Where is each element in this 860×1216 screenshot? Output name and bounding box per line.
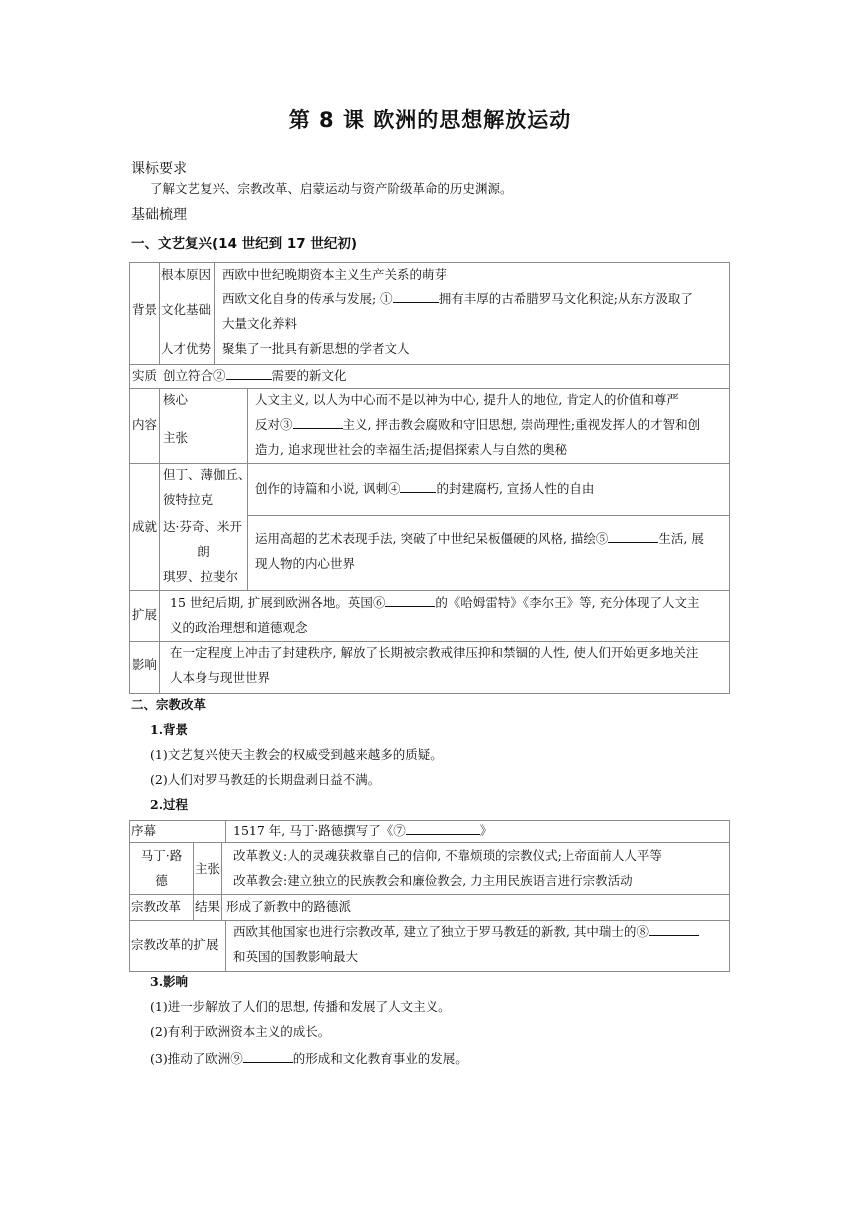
s2-ext-label: 宗教改革的扩展 <box>131 937 219 952</box>
s2-claim-1: 改革教义:人的灵魂获救靠自己的信仰, 不靠烦琐的宗教仪式;上帝面前人人平等 <box>233 848 662 863</box>
ach-art-line1: 运用高超的艺术表现手法, 突破了中世纪呆板僵硬的风格, 描绘⑤ 生活, 展 <box>255 531 704 546</box>
content-label: 内容 <box>131 417 157 432</box>
s2-impact-heading: 3.影响 <box>150 974 189 989</box>
ach-names-2: 彼特拉克 <box>163 492 214 507</box>
luther-label-2: 德 <box>155 873 168 888</box>
s2-ext-line1: 西欧其他国家也进行宗教改革, 建立了独立于罗马教廷的新教, 其中瑞士的⑧ <box>233 919 699 944</box>
bg-root-label: 根本原因 <box>161 267 212 282</box>
ach-lit-text: 创作的诗篇和小说, 讽刺④ 的封建腐朽, 宣扬人性的自由 <box>255 481 595 496</box>
ach-art-line2: 现人物的内心世界 <box>255 556 356 571</box>
essence-label: 实质 <box>131 368 157 383</box>
s2-bg-1: (1)文艺复兴使天主教会的权威受到越来越多的质疑。 <box>150 747 443 762</box>
ext-label: 扩展 <box>131 607 157 622</box>
s2-impact-3: (3)推动了欧洲⑨ 的形成和文化教育事业的发展。 <box>150 1051 468 1066</box>
impact-line1: 在一定程度上冲击了封建秩序, 解放了长期被宗教戒律压抑和禁锢的人性, 使人们开始更多地关注 <box>170 645 699 660</box>
impact-line2: 人本身与现世世界 <box>170 670 271 685</box>
bg-culture-line2: 大量文化养料 <box>222 316 298 331</box>
bg-talent-text: 聚集了一批具有新思想的学者文人 <box>222 341 410 356</box>
blank-1 <box>393 289 439 303</box>
result-label: 结果 <box>194 899 220 914</box>
s2-impact-1: (1)进一步解放了人们的思想, 传播和发展了人文主义。 <box>150 999 451 1014</box>
s2-bg-2: (2)人们对罗马教廷的长期盘剥日益不满。 <box>150 772 381 787</box>
blank-8 <box>649 922 699 936</box>
s2-bg-heading: 1.背景 <box>150 722 189 737</box>
result-text: 形成了新教中的路德派 <box>226 899 352 914</box>
section2-heading: 二、宗教改革 <box>131 697 207 712</box>
blank-6 <box>385 593 435 607</box>
claim-line1: 反对③ 主义, 抨击教会腐败和守旧思想, 崇尚理性;重视发挥人的才智和创 <box>255 417 701 432</box>
blank-5 <box>608 529 658 543</box>
section1-heading: 一、文艺复兴(14 世纪到 17 世纪初) <box>131 236 358 252</box>
blank-9 <box>243 1049 293 1063</box>
blank-2 <box>226 366 272 380</box>
prelude-label: 序幕 <box>131 823 157 838</box>
impact-label: 影响 <box>131 657 157 672</box>
bg-talent-label: 人才优势 <box>161 341 212 356</box>
s2-impact-2: (2)有利于欧洲资本主义的成长。 <box>150 1024 331 1039</box>
claim-line2: 造力, 追求现世社会的幸福生活;提倡探索人与自然的奥秘 <box>255 442 568 457</box>
s2-claim-2: 改革教会:建立独立的民族教会和廉俭教会, 力主用民族语言进行宗教活动 <box>233 873 633 888</box>
essence-text: 创立符合② 需要的新文化 <box>163 368 347 383</box>
ach-names-4: 朗 <box>197 544 210 559</box>
ach-names-5: 琪罗、拉斐尔 <box>163 569 239 584</box>
ach-names-1: 但丁、薄伽丘、 <box>163 467 251 482</box>
bg-culture-line1: 西欧文化自身的传承与发展; ① 拥有丰厚的古希腊罗马文化积淀;从东方汲取了 <box>222 291 693 306</box>
bg-label: 背景 <box>131 302 157 317</box>
s2-ext-line2: 和英国的国教影响最大 <box>233 949 359 964</box>
core-label: 核心 <box>163 392 189 407</box>
ach-names-3: 达·芬奇、米开 <box>163 519 242 534</box>
luther-label-1: 马丁·路 <box>140 848 183 863</box>
ext-line2: 义的政治理想和道德观念 <box>170 620 308 635</box>
jichu-heading: 基础梳理 <box>131 207 187 223</box>
blank-4 <box>400 479 436 493</box>
blank-7 <box>406 821 480 835</box>
page-title: 第 8 课 欧洲的思想解放运动 <box>288 108 572 132</box>
bg-root-text: 西欧中世纪晚期资本主义生产关系的萌芽 <box>222 267 448 282</box>
ext-line1: 15 世纪后期, 扩展到欧洲各地。英国⑥ 的《哈姆雷特》《李尔王》等, 充分体现了人文主 <box>170 595 700 610</box>
claim-label-2: 主张 <box>194 861 220 876</box>
core-text: 人文主义, 以人为中心而不是以神为中心, 提升人的地位, 肯定人的价值和尊严 <box>255 392 679 407</box>
s2-process-heading: 2.过程 <box>150 797 189 812</box>
kebiao-heading: 课标要求 <box>131 161 187 177</box>
ach-label: 成就 <box>131 519 157 534</box>
kebiao-text: 了解文艺复兴、宗教改革、启蒙运动与资产阶级革命的历史渊源。 <box>150 181 513 196</box>
bg-culture-label: 文化基础 <box>161 302 212 317</box>
reform-label: 宗教改革 <box>131 899 182 914</box>
blank-3 <box>293 415 343 429</box>
prelude-text: 1517 年, 马丁·路德撰写了《⑦ 》 <box>233 823 493 838</box>
claim-label: 主张 <box>163 430 189 445</box>
